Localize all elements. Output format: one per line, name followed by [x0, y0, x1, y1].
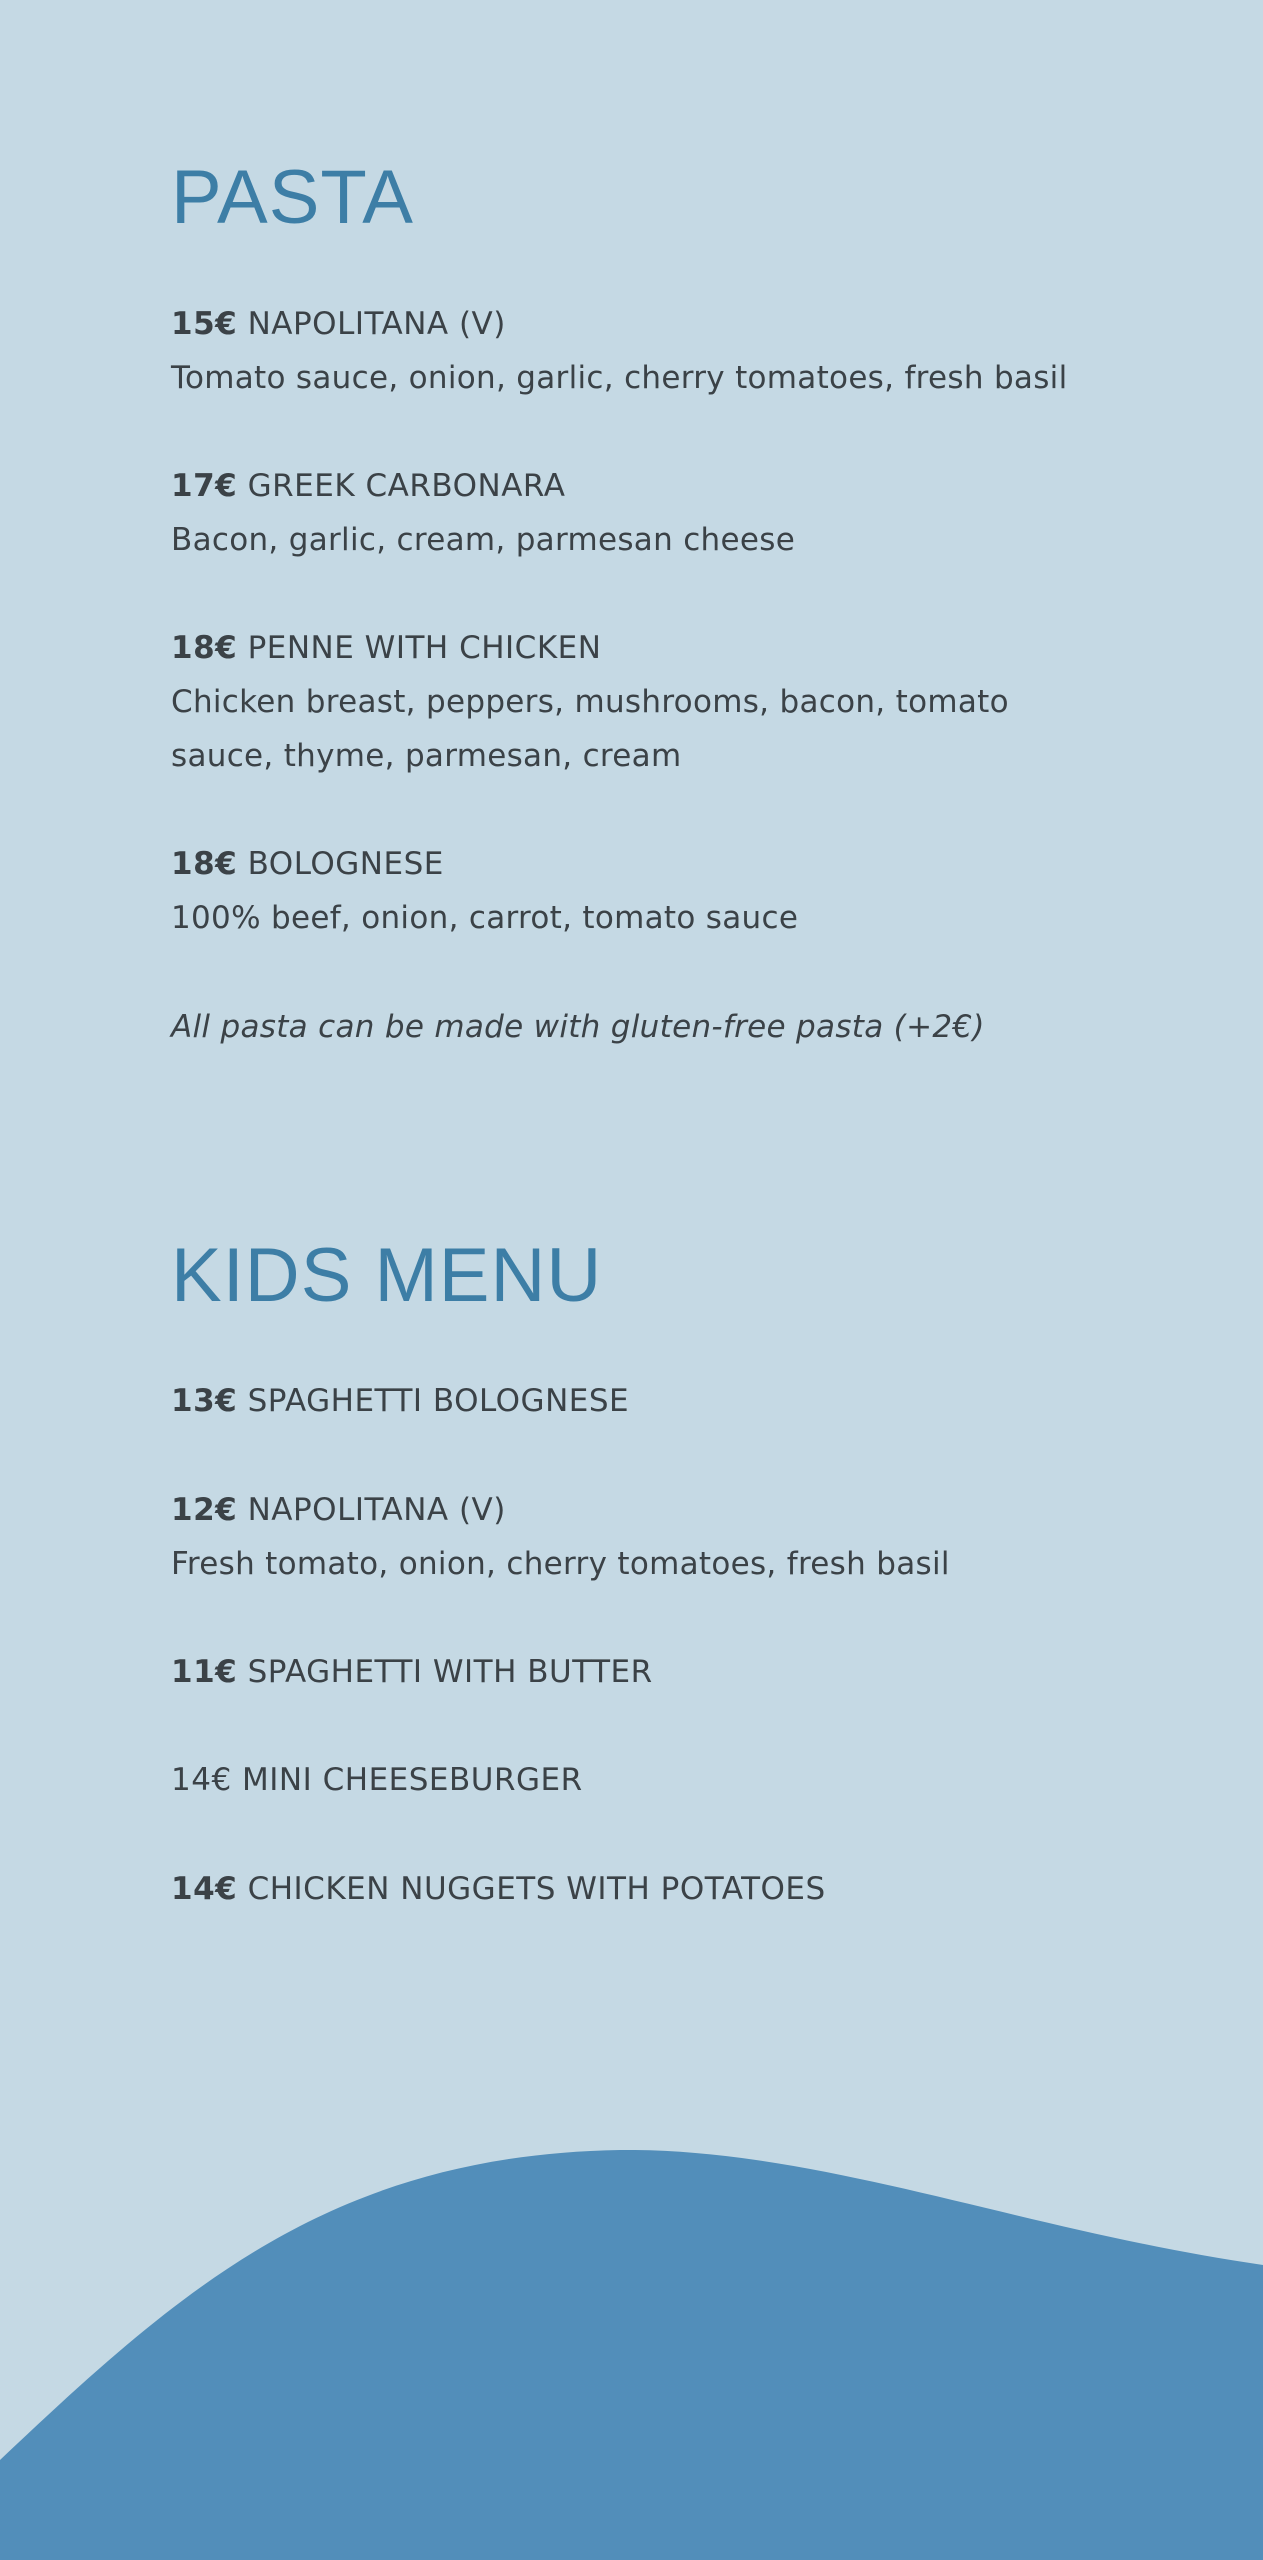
item-description: Fresh tomato, onion, cherry tomatoes, fresh basil	[171, 1546, 950, 1582]
item-price: 18€	[171, 846, 238, 882]
item-name: CHICKEN NUGGETS WITH POTATOES	[247, 1871, 826, 1907]
wave-shape	[0, 2150, 1263, 2560]
pasta-item-napolitana	[171, 297, 1101, 405]
kids-item-napolitana	[171, 1483, 1101, 1591]
pasta-item-greek-carbonara	[171, 459, 1101, 567]
kids-item-spaghetti-bolognese	[171, 1374, 1101, 1428]
menu-item-header	[171, 1645, 1101, 1699]
item-price: 13€	[171, 1383, 238, 1419]
menu-item-header	[171, 1374, 1101, 1428]
item-name: NAPOLITANA (V)	[247, 1492, 506, 1528]
menu-item-header	[171, 1862, 1101, 1916]
menu-item-header	[171, 621, 1031, 675]
kids-item-spaghetti-with-butter	[171, 1645, 1101, 1699]
menu-item-header	[171, 297, 1101, 351]
kids-item-mini-cheeseburger	[171, 1753, 1101, 1807]
item-description: Chicken breast, peppers, mushrooms, bacon, tomato sauce, thyme, parmesan, cream	[171, 684, 1009, 774]
item-description: 100% beef, onion, carrot, tomato sauce	[171, 900, 799, 936]
menu-item-header	[171, 1483, 1101, 1537]
pasta-section-title: PASTA	[171, 155, 414, 240]
item-name: BOLOGNESE	[247, 846, 444, 882]
item-description: Tomato sauce, onion, garlic, cherry tomatoes, fresh basil	[171, 360, 1068, 396]
menu-item-header	[171, 1753, 1101, 1807]
item-price: 12€	[171, 1492, 238, 1528]
item-price: 11€	[171, 1654, 238, 1690]
item-name: GREEK CARBONARA	[247, 468, 566, 504]
item-name: SPAGHETTI BOLOGNESE	[247, 1383, 630, 1419]
item-price: 15€	[171, 306, 238, 342]
menu-item-header	[171, 837, 1101, 891]
item-price: 14€	[171, 1762, 232, 1798]
item-name: MINI CHEESEBURGER	[242, 1762, 583, 1798]
pasta-item-penne-with-chicken	[171, 621, 1031, 783]
kids-item-chicken-nuggets	[171, 1862, 1101, 1916]
pasta-item-bolognese	[171, 837, 1101, 945]
item-price: 17€	[171, 468, 238, 504]
item-name: SPAGHETTI WITH BUTTER	[247, 1654, 653, 1690]
menu-item-header	[171, 459, 1101, 513]
kids-menu-section-title: KIDS MENU	[171, 1233, 603, 1318]
item-name: NAPOLITANA (V)	[247, 306, 506, 342]
decorative-wave	[0, 2140, 1263, 2560]
item-price: 14€	[171, 1871, 238, 1907]
item-price: 18€	[171, 630, 238, 666]
item-name: PENNE WITH CHICKEN	[247, 630, 602, 666]
gluten-free-note: All pasta can be made with gluten-free pasta (+2€)	[171, 1009, 985, 1045]
item-description: Bacon, garlic, cream, parmesan cheese	[171, 522, 796, 558]
